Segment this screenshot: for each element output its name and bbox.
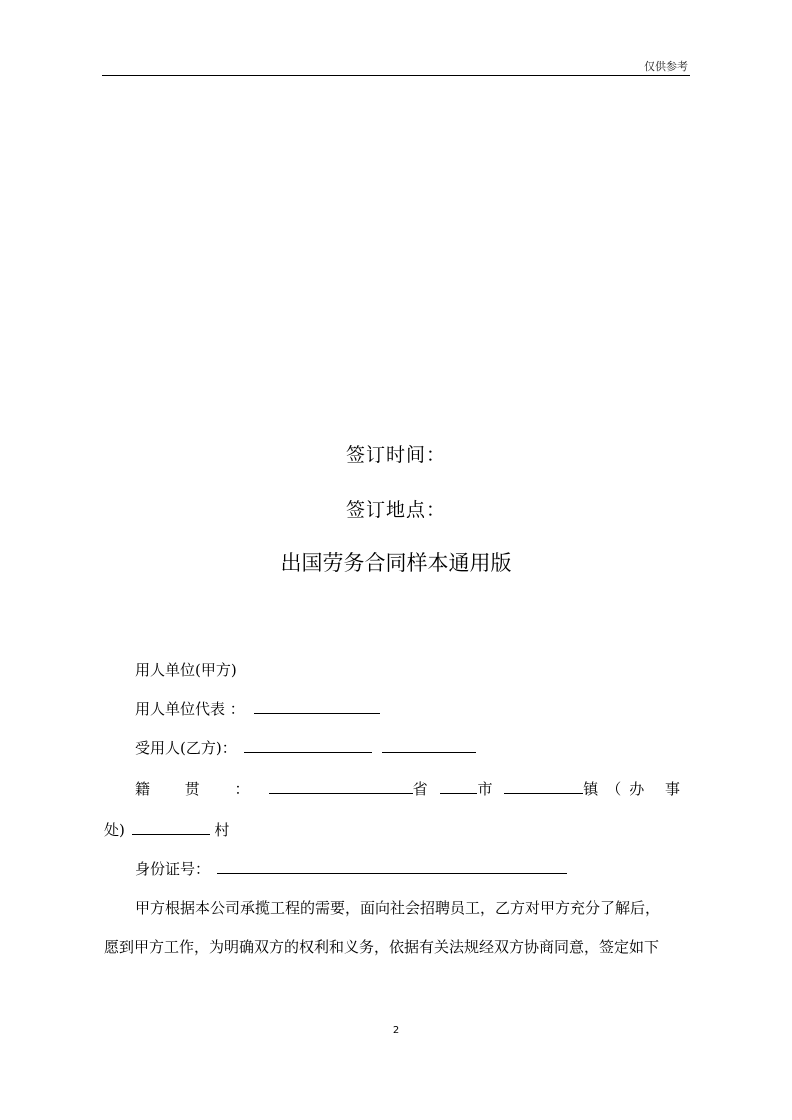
- origin-row: [135, 779, 688, 799]
- employer-rep-blank[interactable]: [254, 699, 380, 714]
- employee-blank-2[interactable]: [382, 738, 476, 753]
- id-row: [135, 859, 567, 879]
- origin-blank[interactable]: [269, 779, 413, 794]
- header-divider: [102, 75, 690, 76]
- city-blank[interactable]: [440, 779, 478, 794]
- employer-rep-row: [135, 699, 380, 719]
- employer-row: [135, 660, 237, 680]
- employee-row: [135, 738, 476, 758]
- village-blank[interactable]: [132, 820, 210, 835]
- origin-label: 籍 贯 ：: [135, 780, 265, 798]
- body-paragraph-line-1: 甲方根据本公司承揽工程的需要，面向社会招聘员工，乙方对甲方充分了解后，: [135, 899, 661, 917]
- village-row: [104, 820, 229, 840]
- town-blank[interactable]: [504, 779, 583, 794]
- signing-time-label: 签订时间：: [345, 444, 446, 466]
- village-label: 村: [214, 821, 230, 839]
- id-blank[interactable]: [217, 859, 567, 874]
- employee-blank[interactable]: [244, 738, 372, 753]
- employer-label: 用人单位(甲方): [135, 661, 237, 679]
- employer-rep-label: 用人单位代表 ：: [135, 700, 245, 718]
- header-label: 仅供参考: [644, 60, 688, 73]
- id-label: 身份证号：: [135, 860, 211, 878]
- document-title: 出国劳务合同样本通用版: [280, 551, 512, 575]
- office-label: 处): [104, 821, 125, 839]
- town-label: 镇（办 事: [583, 780, 688, 798]
- page-number: 2: [392, 1025, 400, 1036]
- signing-place-label: 签订地点：: [345, 499, 446, 521]
- body-paragraph-line-2: 愿到甲方工作，为明确双方的权利和义务，依据有关法规经双方协商同意，签定如下: [104, 938, 660, 956]
- employee-label: 受用人(乙方)：: [135, 739, 237, 757]
- province-label: 省: [412, 780, 428, 798]
- city-label: 市: [477, 780, 493, 798]
